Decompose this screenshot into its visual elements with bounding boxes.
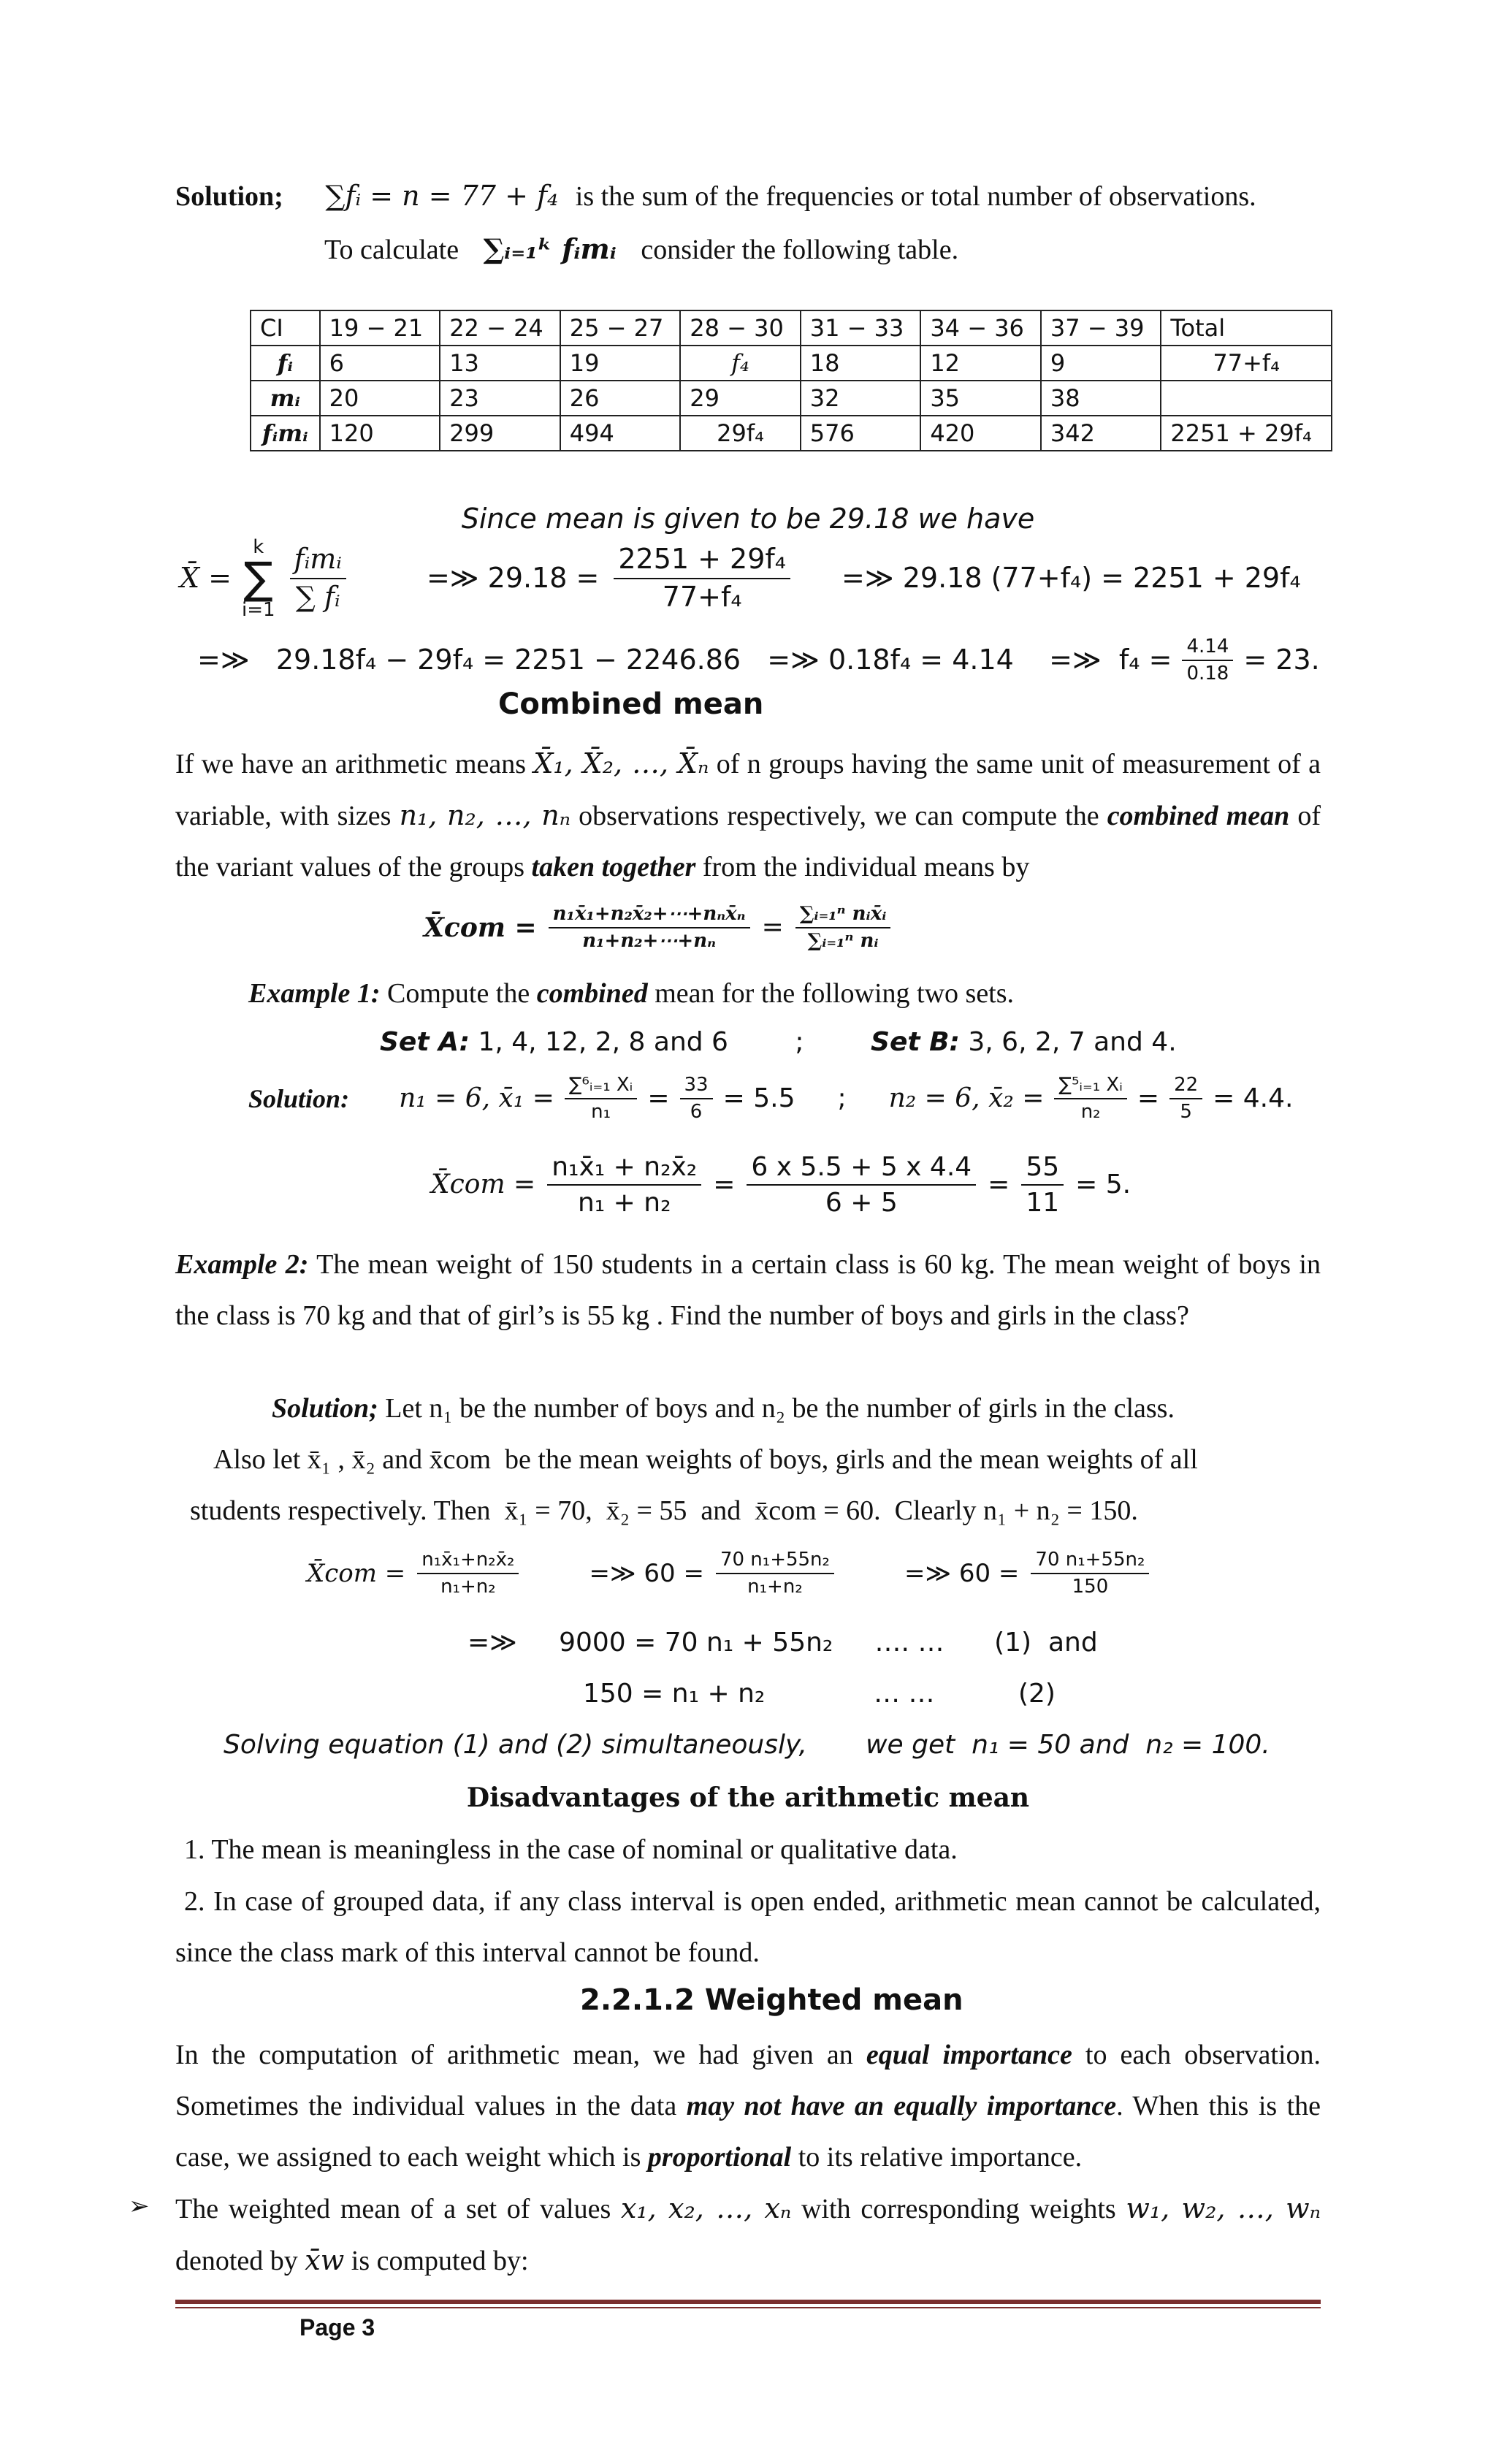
numerator: 6 x 5.5 + 5 x 4.4 bbox=[747, 1151, 976, 1186]
text: In the computation of arithmetic mean, we had given an bbox=[175, 2040, 853, 2070]
solve-end: = 23. bbox=[1243, 644, 1320, 676]
denominator: 6 bbox=[690, 1101, 703, 1124]
fraction bbox=[1054, 1074, 1126, 1124]
also-line: Also let x̄₁ , x̄₂ and x̄com be the mean weights of boys, girls and the mean weights of all bbox=[213, 1444, 1198, 1475]
mean-result: =≫ 29.18 (77+f₄) = 2251 + 29f₄ bbox=[842, 562, 1301, 595]
footer-rule bbox=[175, 2300, 1321, 2304]
emphasis: proportional bbox=[647, 2142, 792, 2173]
math: x̄w bbox=[305, 2244, 345, 2276]
denominator: ∑ᵢ₌₁ⁿ nᵢ bbox=[807, 930, 879, 953]
mean-equation bbox=[180, 538, 1348, 619]
table-cell: 9 bbox=[1041, 346, 1161, 381]
fraction bbox=[1182, 636, 1233, 685]
combined-mean-heading: Combined mean bbox=[498, 687, 764, 721]
math: n₂ = 6, x̄₂ = bbox=[888, 1083, 1045, 1113]
denominator: 150 bbox=[1072, 1576, 1109, 1598]
emphasis: taken together bbox=[531, 852, 696, 882]
implication: =≫ 60 = bbox=[904, 1559, 1020, 1589]
fraction bbox=[290, 543, 346, 614]
arrow-bullet-icon: ➢ bbox=[129, 2192, 150, 2221]
numerator: n₁x̄₁+n₂x̄₂+⋯+nₙx̄ₙ bbox=[549, 903, 750, 928]
fraction bbox=[547, 1151, 701, 1218]
table-cell: 26 bbox=[560, 381, 681, 416]
math: X̄₁, X̄₂, …, X̄ₙ bbox=[533, 747, 709, 779]
denominator: n₁+n₂+⋯+nₙ bbox=[582, 930, 716, 953]
solving-line: Solving equation (1) and (2) simultaneously, we get n₁ = 50 and n₂ = 100. bbox=[224, 1730, 1270, 1760]
numerator: 33 bbox=[680, 1074, 713, 1099]
table-cell: Total bbox=[1161, 310, 1332, 346]
text: observations respectively, we can compute the bbox=[579, 801, 1099, 831]
emphasis: combined bbox=[536, 978, 648, 1009]
table-cell: 32 bbox=[801, 381, 921, 416]
numerator: ∑⁵ᵢ₌₁ Xᵢ bbox=[1054, 1074, 1126, 1099]
table-cell: 20 bbox=[320, 381, 440, 416]
denominator: n₁+n₂ bbox=[747, 1576, 803, 1598]
result: = 5.5 bbox=[722, 1083, 795, 1113]
table-cell: 34 − 36 bbox=[920, 310, 1041, 346]
fraction bbox=[680, 1074, 713, 1124]
table-cell: 18 bbox=[801, 346, 921, 381]
denominator: 6 + 5 bbox=[825, 1188, 898, 1218]
text: mean for the following two sets. bbox=[654, 978, 1015, 1009]
table-cell: 29f₄ bbox=[680, 416, 801, 451]
table-cell: 19 − 21 bbox=[320, 310, 440, 346]
xcom-formula bbox=[424, 903, 1008, 953]
table-cell bbox=[1161, 381, 1332, 416]
sum-frequency-formula: ∑fᵢ = n = 77 + f₄ bbox=[325, 180, 559, 212]
example1-label: Example 1: bbox=[248, 978, 381, 1009]
solution-label: Solution: bbox=[248, 1083, 350, 1113]
denominator: 77+f₄ bbox=[662, 581, 742, 613]
denominator: n₁ bbox=[591, 1101, 611, 1124]
example1-xcom: X̄com = $\frac{\text{n₁x̄₁ + n₂x̄₂}}{\text{n₁ + n₂}}$ = $\frac{6 x 5.5 + 5 x 4.4}{6 + 5}$ = $\frac{55}{11}$ = 5. bbox=[431, 1152, 1131, 1218]
table-header-row bbox=[251, 310, 1332, 346]
table-row-header: mᵢ bbox=[251, 381, 320, 416]
weighted-mean-heading: 2.2.1.2 Weighted mean bbox=[580, 1983, 963, 2017]
solve-line bbox=[197, 636, 1366, 685]
numerator: 4.14 bbox=[1182, 636, 1233, 661]
math: w₁, w₂, …, wₙ bbox=[1126, 2192, 1321, 2224]
table-cell: 12 bbox=[920, 346, 1041, 381]
table-cell: 342 bbox=[1041, 416, 1161, 451]
numerator: 22 bbox=[1169, 1074, 1202, 1099]
sum-upper: k bbox=[253, 536, 264, 558]
separator: ; bbox=[795, 1027, 804, 1057]
fraction bbox=[747, 1151, 976, 1218]
numerator: n₁x̄₁ + n₂x̄₂ bbox=[547, 1151, 701, 1186]
table-cell: 38 bbox=[1041, 381, 1161, 416]
numerator: n₁x̄₁+n₂x̄₂ bbox=[417, 1549, 519, 1574]
table-cell: 28 − 30 bbox=[680, 310, 801, 346]
disadvantage-item-1: 1. The mean is meaningless in the case of nominal or qualitative data. bbox=[184, 1834, 958, 1865]
fraction bbox=[1169, 1074, 1202, 1124]
numerator: ∑ᵢ₌₁ⁿ nᵢx̄ᵢ bbox=[795, 903, 891, 928]
table-row-header: fᵢ bbox=[251, 346, 320, 381]
table-cell: 299 bbox=[440, 416, 560, 451]
result: = 5. bbox=[1075, 1169, 1131, 1199]
set-b-values: 3, 6, 2, 7 and 4. bbox=[968, 1027, 1177, 1057]
fraction bbox=[549, 903, 750, 953]
table-row bbox=[251, 381, 1332, 416]
text: Let n₁ be the number of boys and n₂ be the number of girls in the class. bbox=[385, 1393, 1175, 1424]
text: to each observation. Sometimes the individual values in the data bbox=[175, 2040, 1321, 2121]
table-cell: 576 bbox=[801, 416, 921, 451]
table-cell: 19 bbox=[560, 346, 681, 381]
math: n₁ = 6, x̄₁ = bbox=[399, 1083, 554, 1113]
table-cell: 494 bbox=[560, 416, 681, 451]
fraction bbox=[795, 903, 891, 953]
table-cell: 77+f₄ bbox=[1161, 346, 1332, 381]
example1-line bbox=[0, 976, 1496, 1012]
table-row bbox=[251, 416, 1332, 451]
text: of the variant values of the groups bbox=[175, 801, 1321, 882]
calc-line bbox=[0, 231, 1496, 268]
table-cell: CI bbox=[251, 310, 320, 346]
numerator: 2251 + 29f₄ bbox=[614, 543, 790, 579]
numerator: ∑⁶ᵢ₌₁ Xᵢ bbox=[565, 1074, 637, 1099]
set-a-values: 1, 4, 12, 2, 8 and 6 bbox=[478, 1027, 728, 1057]
xcom-lhs: X̄com = bbox=[431, 1169, 536, 1199]
fraction bbox=[614, 543, 790, 614]
fraction bbox=[1031, 1549, 1149, 1598]
summation bbox=[242, 538, 275, 619]
frequency-table bbox=[250, 310, 1332, 451]
text: with corresponding weights bbox=[801, 2194, 1116, 2224]
sets-line bbox=[0, 1026, 1496, 1060]
implication: =≫ 60 = bbox=[589, 1559, 704, 1589]
text: is computed by: bbox=[351, 2246, 529, 2276]
calc-formula: ∑ᵢ₌₁ᵏ fᵢmᵢ bbox=[483, 232, 617, 265]
denominator: n₂ bbox=[1080, 1101, 1101, 1124]
numerator: 55 bbox=[1021, 1151, 1064, 1186]
text: The mean weight of 150 students in a certain class is 60 kg. The mean weight of boys in the class is 70 kg and that of girl’s is 55 kg . Find the number of boys and girls in the class? bbox=[175, 1249, 1321, 1331]
table-cell: 29 bbox=[680, 381, 801, 416]
since-line: Since mean is given to be 29.18 we have bbox=[461, 503, 1035, 535]
table-cell: 25 − 27 bbox=[560, 310, 681, 346]
solve-text: =≫ 29.18f₄ − 29f₄ = 2251 − 2246.86 =≫ 0.18f₄ = 4.14 =≫ f₄ = bbox=[197, 644, 1172, 676]
students-line: students respectively. Then x̄₁ = 70, x̄₂ = 55 and x̄com = 60. Clearly n₁ + n₂ = 150. bbox=[190, 1495, 1138, 1526]
text: from the individual means by bbox=[702, 852, 1030, 882]
table-cell: 2251 + 29f₄ bbox=[1161, 416, 1332, 451]
sum-symbol: ∑ bbox=[243, 553, 273, 604]
text: of n groups having the same unit of measurement of a variable, with sizes bbox=[175, 749, 1321, 831]
denominator: n₁+n₂ bbox=[440, 1576, 496, 1598]
xcom-lhs: X̄com = bbox=[307, 1559, 406, 1589]
example2-solution bbox=[0, 1391, 1496, 1427]
numerator: fᵢmᵢ bbox=[290, 543, 346, 579]
fraction bbox=[1021, 1151, 1064, 1218]
text: If we have an arithmetic means bbox=[175, 749, 527, 779]
sum-lower: i=1 bbox=[241, 599, 275, 621]
denominator: 0.18 bbox=[1186, 663, 1229, 685]
solution-label: Solution; bbox=[272, 1393, 378, 1424]
page-number: Page 3 bbox=[299, 2314, 375, 2341]
fraction bbox=[417, 1549, 519, 1598]
numerator: 70 n₁+55n₂ bbox=[1031, 1549, 1149, 1574]
implication: =≫ 29.18 = bbox=[426, 562, 600, 595]
solution-line bbox=[0, 178, 1496, 215]
text: . When this is the case, we assigned to each weight which is bbox=[175, 2091, 1321, 2173]
combined-paragraph bbox=[175, 738, 1321, 893]
result: = 4.4. bbox=[1213, 1083, 1294, 1113]
example2-label: Example 2: bbox=[175, 1249, 309, 1280]
emphasis: equal importance bbox=[866, 2040, 1072, 2070]
solution-label: Solution; bbox=[175, 181, 283, 212]
weighted-paragraph bbox=[175, 2029, 1321, 2183]
table-cell: f₄ bbox=[680, 346, 801, 381]
mean-lhs: X̄ = bbox=[180, 562, 232, 595]
table-cell: 13 bbox=[440, 346, 560, 381]
equation-2: 150 = n₁ + n₂ … … (2) bbox=[583, 1679, 1056, 1709]
weighted-bullet-text bbox=[175, 2183, 1321, 2286]
text: to its relative importance. bbox=[798, 2142, 1083, 2173]
table-cell: 22 − 24 bbox=[440, 310, 560, 346]
table-cell: 420 bbox=[920, 416, 1041, 451]
table-row bbox=[251, 346, 1332, 381]
denominator: ∑ fᵢ bbox=[295, 581, 340, 613]
equation-1: =≫ 9000 = 70 n₁ + 55n₂ …. … (1) and bbox=[468, 1628, 1098, 1658]
text: Compute the bbox=[386, 978, 530, 1009]
calc-text-after: consider the following table. bbox=[641, 234, 959, 265]
disadvantages-heading: Disadvantages of the arithmetic mean bbox=[466, 1782, 1030, 1813]
example2-equation bbox=[307, 1549, 1256, 1598]
table-cell: 37 − 39 bbox=[1041, 310, 1161, 346]
table-cell: 31 − 33 bbox=[801, 310, 921, 346]
set-b-label: Set B: bbox=[871, 1027, 960, 1057]
fraction bbox=[716, 1549, 834, 1598]
separator: ; bbox=[837, 1083, 847, 1113]
denominator: 5 bbox=[1180, 1101, 1192, 1124]
denominator: n₁ + n₂ bbox=[577, 1188, 671, 1218]
table-cell: 35 bbox=[920, 381, 1041, 416]
math: x₁, x₂, …, xₙ bbox=[620, 2192, 792, 2224]
table-cell: 120 bbox=[320, 416, 440, 451]
table-row-header: fᵢmᵢ bbox=[251, 416, 320, 451]
example1-solution: Solution: n₁ = 6, x̄₁ = $\frac{\text{∑⁶ᵢ₌₁ Xᵢ}}{\text{n₁}}$ = $\frac{33}{6}$ = 5.5 ; n₂ = 6, x̄₂ = $\frac{\text{∑⁵ᵢ₌₁ Xᵢ}}{\text{n₂}}$ = $\frac{22}{5}$ = 4.4. bbox=[248, 1074, 1294, 1124]
table-cell: 23 bbox=[440, 381, 560, 416]
text: denoted by bbox=[175, 2246, 298, 2276]
emphasis: combined mean bbox=[1107, 801, 1290, 831]
set-a-label: Set A: bbox=[380, 1027, 470, 1057]
disadvantage-item-2: 2. In case of grouped data, if any class interval is open ended, arithmetic mean cannot be calculated, since the class mark of this interval cannot be found. bbox=[175, 1886, 1321, 1968]
numerator: 70 n₁+55n₂ bbox=[716, 1549, 834, 1574]
denominator: 11 bbox=[1026, 1188, 1060, 1218]
example2-paragraph bbox=[175, 1239, 1321, 1341]
fraction bbox=[565, 1074, 637, 1124]
equals: = bbox=[761, 912, 784, 942]
footer-rule bbox=[175, 2307, 1321, 2308]
math: n₁, n₂, …, nₙ bbox=[399, 799, 571, 831]
emphasis: may not have an equally importance bbox=[686, 2091, 1117, 2121]
text: The weighted mean of a set of values bbox=[175, 2194, 611, 2224]
xcom-lhs: X̄com = bbox=[424, 912, 537, 943]
calc-text: To calculate bbox=[324, 234, 459, 265]
table-cell: 6 bbox=[320, 346, 440, 381]
solution-text: is the sum of the frequencies or total number of observations. bbox=[575, 181, 1256, 212]
